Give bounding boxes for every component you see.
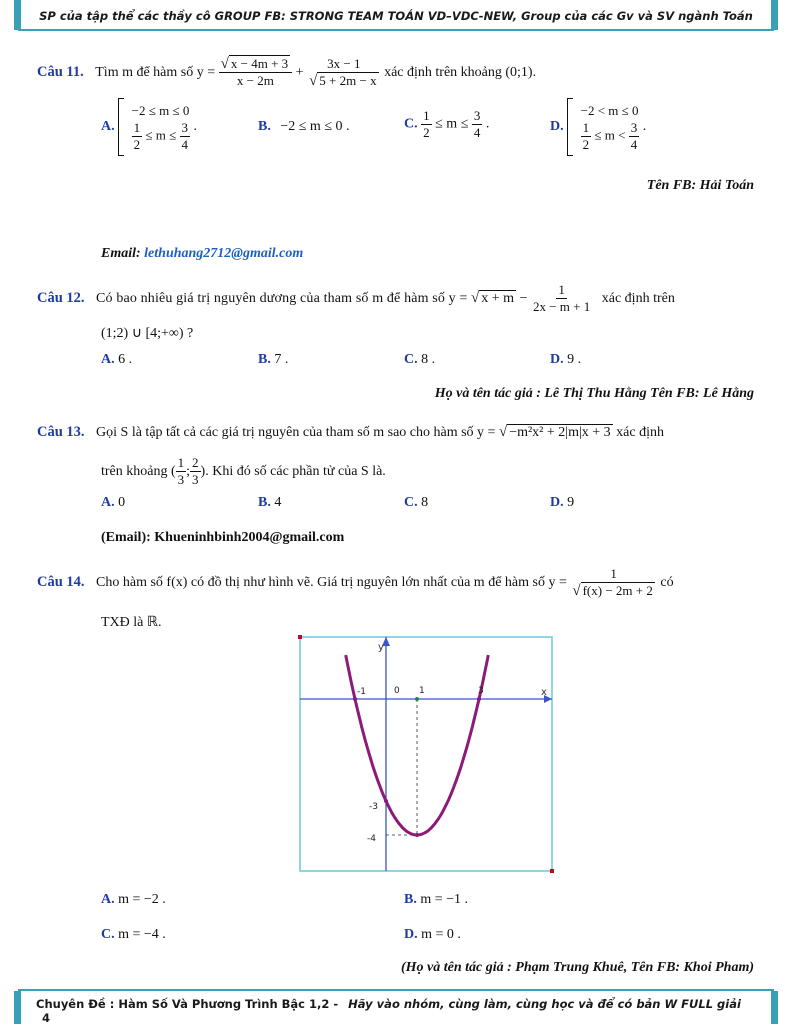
q13-option-b[interactable]: B. 4 bbox=[258, 495, 282, 510]
graph-point bbox=[353, 697, 357, 701]
q11-label: Câu 11. bbox=[37, 64, 84, 80]
q13-option-d[interactable]: D. 9 bbox=[550, 495, 575, 510]
q14-author: (Họ và tên tác giả : Phạm Trung Khuê, Tên FB: Khoi Pham) bbox=[400, 960, 754, 975]
q14-option-a[interactable]: A. m = −2 . bbox=[101, 892, 166, 907]
graph-corner-marker-br bbox=[550, 869, 554, 873]
graph-point bbox=[477, 697, 481, 701]
y-tick-minus3: -3 bbox=[369, 802, 378, 812]
email-link-1[interactable]: lethuhang2712@gmail.com bbox=[144, 246, 304, 261]
q13-line2: trên khoảng ( $\frac{1}{3}$ ; $\frac{2}{3}$ ). Khi đó số các phần tử của S là. bbox=[101, 455, 386, 488]
q11-option-a[interactable]: A. −2 ≤ m ≤ 0 $\frac{1}{2}$ ≤ m ≤ $\frac{3}{4}$ . bbox=[101, 98, 197, 156]
y-tick-minus4: -4 bbox=[367, 834, 376, 844]
origin-label: 0 bbox=[394, 686, 400, 696]
graph-frame bbox=[300, 637, 552, 871]
q12-option-c[interactable]: C. 8 . bbox=[404, 352, 436, 367]
footer-topic: Chuyên Đề : Hàm Số Và Phương Trình Bậc 1,2 - bbox=[36, 997, 339, 1011]
function-graph bbox=[295, 632, 557, 876]
q13-option-c[interactable]: C. 8 bbox=[404, 495, 429, 510]
page-header: SP của tập thể các thầy cô GROUP FB: STRONG TEAM TOÁN VD–VDC-NEW, Group của các Gv và SV ngành Toán bbox=[39, 9, 753, 23]
q12-option-a[interactable]: A. 6 . bbox=[101, 352, 133, 367]
q14-line2: TXĐ là ℝ. bbox=[101, 615, 162, 630]
q12-author: Họ và tên tác giả : Lê Thị Thu Hằng Tên FB: Lê Hằng bbox=[434, 386, 754, 401]
q11-frac1: $\frac{√ x - 4m + 3}{x - 2m}$ bbox=[219, 56, 293, 89]
footer-rule bbox=[18, 989, 774, 991]
q11-author: Tên FB: Hải Toán bbox=[646, 178, 754, 193]
q12-line2: (1;2) ∪ [4;+∞) ? bbox=[101, 326, 194, 341]
q12-option-d[interactable]: D. 9 . bbox=[550, 352, 582, 367]
q13-option-a[interactable]: A. 0 bbox=[101, 495, 126, 510]
q14-option-c[interactable]: C. m = −4 . bbox=[101, 927, 166, 942]
footer-bar-right bbox=[771, 991, 778, 1024]
page-number: 4 bbox=[42, 1011, 51, 1025]
email-line-1: Email: lethuhang2712@gmail.com bbox=[101, 246, 304, 261]
q14-option-b[interactable]: B. m = −1 . bbox=[404, 892, 469, 907]
q14-stem: Câu 14. Cho hàm số f(x) có đồ thị như hình vẽ. Giá trị nguyên lớn nhất của m để hàm số y = $\frac{1}{√ f(x) - 2m + 2}$ có bbox=[37, 566, 674, 600]
q14-option-d[interactable]: D. m = 0 . bbox=[404, 927, 461, 942]
q12-stem: Câu 12. Có bao nhiêu giá trị nguyên dương của tham số m để hàm số y = √ x + m − $\frac{1}{2x - m + 1}$ xác định trên bbox=[37, 282, 675, 315]
graph-corner-marker-tl bbox=[298, 635, 302, 639]
q11-prefix: Tìm m để hàm số y = bbox=[95, 65, 216, 80]
graph-guide-lines bbox=[386, 699, 417, 835]
q13-stem: Câu 13. Gọi S là tập tất cả các giá trị nguyên của tham số m sao cho hàm số y = √ −m²x² + 2|m|x + 3 xác định bbox=[37, 424, 664, 440]
q11-suffix: xác định trên khoảng (0;1). bbox=[384, 65, 537, 80]
graph-point bbox=[415, 697, 419, 701]
x-tick-3: 3 bbox=[478, 686, 484, 696]
q12-option-b[interactable]: B. 7 . bbox=[258, 352, 289, 367]
x-tick-minus1: -1 bbox=[357, 687, 366, 697]
q11-option-b[interactable]: B. −2 ≤ m ≤ 0 . bbox=[258, 119, 350, 134]
x-axis-label: x bbox=[541, 687, 547, 698]
graph-point bbox=[384, 799, 388, 803]
q11-option-c[interactable]: C. $\frac{1}{2}$ ≤ m ≤ $\frac{3}{4}$ . bbox=[404, 108, 490, 140]
q11-option-d[interactable]: D. −2 < m ≤ 0 $\frac{1}{2}$ ≤ m < $\frac{3}{4}$ . bbox=[550, 98, 646, 156]
header-rule bbox=[18, 29, 774, 31]
q11-frac2: $\frac{3x - 1}{√ 5 + 2m - x}$ bbox=[309, 56, 377, 90]
x-tick-1: 1 bbox=[419, 686, 425, 696]
y-axis-label: y bbox=[378, 642, 384, 653]
page-footer bbox=[36, 997, 756, 1025]
email-line-2: (Email): Khueninhbinh2004@gmail.com bbox=[101, 530, 345, 545]
footer-slogan: Hãy vào nhóm, cùng làm, cùng học và để có bản W FULL giải bbox=[348, 997, 741, 1011]
footer-bar-left bbox=[14, 991, 21, 1024]
q11-stem: Câu 11. Tìm m để hàm số y = $\frac{√ x - 4m + 3}{x - 2m}$ + $\frac{3x - 1}{√ 5 + 2m - x}$ xác định trên khoảng (0;1). bbox=[37, 56, 537, 90]
graph-point bbox=[415, 833, 419, 837]
